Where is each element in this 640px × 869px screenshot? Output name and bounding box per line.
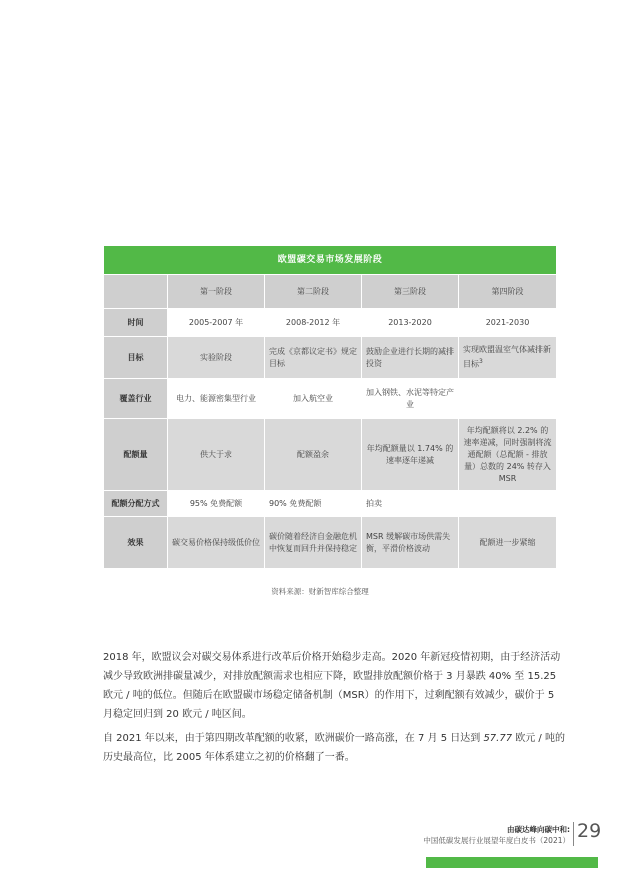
header-stage-4: 第四阶段	[459, 275, 557, 309]
header-stage-2: 第二阶段	[265, 275, 362, 309]
footnote-marker: 3	[479, 358, 483, 366]
page-number: 29	[577, 820, 602, 842]
cell-time-4: 2021-2030	[459, 309, 557, 337]
row-label-allocation: 配额分配方式	[104, 491, 168, 517]
table-title: 欧盟碳交易市场发展阶段	[104, 246, 557, 275]
row-label-quota: 配额量	[104, 419, 168, 491]
header-stage-1: 第一阶段	[168, 275, 265, 309]
eu-ets-stages-table	[103, 245, 557, 569]
cell-quota-1: 供大于求	[168, 419, 265, 491]
cell-allocation-2: 90% 免费配额	[265, 491, 362, 517]
cell-industry-1: 电力、能源密集型行业	[168, 379, 265, 419]
cell-industry-4	[459, 379, 557, 419]
cell-time-1: 2005-2007 年	[168, 309, 265, 337]
table-row-quota	[104, 419, 557, 491]
cell-goal-4-text: 实现欧盟温室气体减排新目标	[463, 345, 551, 369]
cell-time-2: 2008-2012 年	[265, 309, 362, 337]
cell-goal-2: 完成《京都议定书》规定目标	[265, 337, 362, 379]
cell-effect-1: 碳交易价格保持级低价位	[168, 517, 265, 569]
cell-industry-2: 加入航空业	[265, 379, 362, 419]
body-paragraph-1: 2018 年，欧盟议会对碳交易体系进行改革后价格开始稳步走高。2020 年新冠疫情初期，由于经济活动减少导致欧洲排碳量减少，对排放配额需求也相应下降，欧盟排放配额价格于 3 月暴跌 40% 至 15.25 欧元 / 吨的低位。但随后在欧盟碳市场稳定储备机制（MSR）的作用下，过剩配额有效减少，碳价于 5 月稳定回归到 20 欧元 / 吨区间。	[103, 652, 561, 720]
body-paragraph-2	[103, 729, 565, 767]
table-row-effect	[104, 517, 557, 569]
footer-title-block	[423, 824, 570, 846]
cell-allocation-1: 95% 免费配额	[168, 491, 265, 517]
table-title-row	[104, 246, 557, 275]
footer-divider	[573, 822, 574, 846]
cell-effect-4: 配额进一步紧缩	[459, 517, 557, 569]
cell-effect-2: 碳价随着经济自金融危机中恢复而回升并保持稳定	[265, 517, 362, 569]
table-header-row	[104, 275, 557, 309]
cell-goal-1: 实验阶段	[168, 337, 265, 379]
stages-table-container	[103, 245, 556, 569]
cell-goal-4	[459, 337, 557, 379]
cell-allocation-3: 拍卖	[362, 491, 459, 517]
row-label-industry: 覆盖行业	[104, 379, 168, 419]
footer-accent-bar	[426, 857, 598, 868]
cell-goal-3: 鼓励企业进行长期的减排投资	[362, 337, 459, 379]
cell-quota-3: 年均配额量以 1.74% 的速率逐年递减	[362, 419, 459, 491]
row-label-effect: 效果	[104, 517, 168, 569]
cell-time-3: 2013-2020	[362, 309, 459, 337]
footer-title: 由碳达峰向碳中和:	[507, 825, 570, 834]
header-corner	[104, 275, 168, 309]
cell-quota-2: 配额盈余	[265, 419, 362, 491]
table-row-goal	[104, 337, 557, 379]
table-source-note: 资料来源：财新智库综合整理	[271, 587, 369, 596]
cell-allocation-4	[459, 491, 557, 517]
cell-industry-3: 加入钢铁、水泥等特定产业	[362, 379, 459, 419]
row-label-goal: 目标	[104, 337, 168, 379]
table-row-industry	[104, 379, 557, 419]
paragraph-2-text-b: 欧元 / 吨的历史最高位，比 2005 年体系建立之初的价格翻了一番。	[103, 733, 565, 763]
header-stage-3: 第三阶段	[362, 275, 459, 309]
table-row-time	[104, 309, 557, 337]
cell-quota-4: 年均配额将以 2.2% 的速率递减，同时强制将流通配额（总配额 - 排放量）总数的 24% 转存入 MSR	[459, 419, 557, 491]
paragraph-2-text-a: 自 2021 年以来，由于第四期改革配额的收紧，欧洲碳价一路高涨，在 7 月 5 日达到	[103, 733, 484, 744]
paragraph-2-price: 57.77	[483, 733, 513, 744]
cell-effect-3: MSR 缓解碳市场供需失衡，平滑价格波动	[362, 517, 459, 569]
footer-subtitle: 中国低碳发展行业展望年度白皮书（2021）	[423, 836, 570, 845]
table-row-allocation	[104, 491, 557, 517]
row-label-time: 时间	[104, 309, 168, 337]
